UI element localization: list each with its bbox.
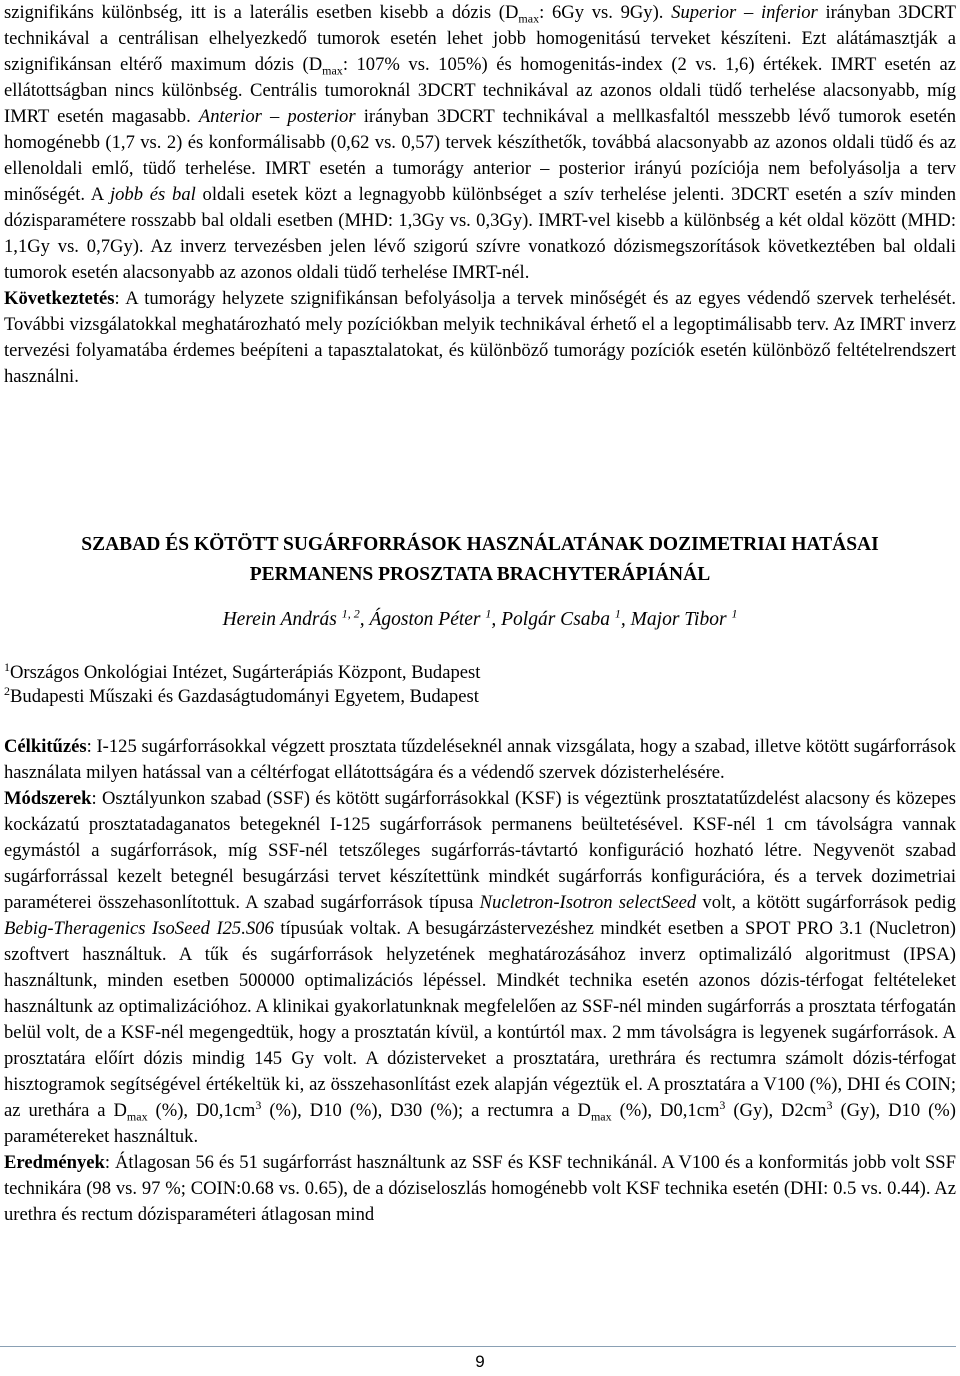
affiliation-2: $^2$Budapesti Műszaki és Gazdaságtudományi Egyetem, Budapest <box>4 683 479 707</box>
author: Major Tibor $^1$ <box>630 606 738 630</box>
affiliation-1: $^1$Országos Onkológiai Intézet, Sugárterápiás Központ, Budapest <box>4 659 481 683</box>
previous-abstract-results: szignifikáns különbség, itt is a laterális esetben kisebb a dózis ($D_{max}$: 6Gy vs. 9Gy). Superior – inferior irányban 3DCRT technikával a centrálisan elhelyezkedő tumorok esetén lehet jobb homogenitású terveket készíteni. Ezt alátámasztják a szignifikánsan eltérő maximum dózis ($D_{max}$: 107% vs. 105%) és homogenitás-index (2 vs. 1,6) értékek. IMRT esetén az ellátottságban nincs különbség. Centrális tumoroknál 3DCRT technikával az azonos oldali tüdő terhelése alacsonyabb, míg IMRT esetén magasabb. Anterior – posterior irányban 3DCRT technikával a mellkasfaltól messzebb lévő tumorok esetén homogénebb (1,7 vs. 2) és konformálisabb (0,62 vs. 0,57) tervek készíthetők, továbbá alacsonyabb az azonos oldali tüdő és az ellenoldali emlő, tüdő terhelése. IMRT esetén a tumorágy anterior – posterior irányú pozíciója nem befolyásolja a terv minőségét. A jobb és bal oldali esetek közt a legnagyobb különbséget a szív terhelése jelenti. 3DCRT esetén a szív minden dózisparamétere rosszabb bal oldali esetben (MHD: 1,3Gy vs. 0,3Gy). IMRT-vel kisebb a különbség a két oldal között (MHD: 1,1Gy vs. 0,7Gy). Az inverz tervezésben jelen lévő szigorú szívre vonatkozó dózismegszorítások következtében bal oldali tumorok esetén alacsonyabb az azonos oldali tüdő terhelése IMRT-nél. <box>4 2 956 283</box>
author-list <box>4 606 956 634</box>
article-title: SZABAD ÉS KÖTÖTT SUGÁRFORRÁSOK HASZNÁLATÁNAK DOZIMETRIAI HATÁSAI PERMANENS PROSZTATA BRACHYTERÁPIÁNÁL <box>81 534 879 585</box>
article-body <box>4 734 956 1228</box>
page-number: 9 <box>475 1352 485 1371</box>
aim-paragraph: Célkitűzés: I-125 sugárforrásokkal végzett prosztata tűzdeléseknél annak vizsgálata, hogy a szabad, illetve kötött sugárforrások használata milyen hatással van a céltérfogat ellátottságára és a védendő szervek dózisterhelésére. <box>4 736 956 783</box>
results-paragraph: Eredmények: Átlagosan 56 és 51 sugárforrást használtunk az SSF és KSF technikánál. A V100 és a konformitás jobb volt SSF technikára (98 vs. 97 %; COIN:0.68 vs. 0.65), de a dóziseloszlás homogénebb volt KSF technika esetén (DHI: 0.5 vs. 0.44). Az urethra és rectum dózisparaméteri átlagosan mind <box>4 1152 956 1225</box>
author: Herein András $^{1, 2}$, <box>222 606 370 630</box>
methods-paragraph: Módszerek: Osztályunkon szabad (SSF) és kötött sugárforrásokkal (KSF) is végeztünk prosztatatűzdelést alacsony és közepes kockázatú prosztatadaganatos betegeknél I-125 sugárforrások permanens beültetésével. KSF-nél 1 cm távolságra vannak egymástól a sugárforrások, míg SSF-nél tetszőleges sugárforrás-távtartó konfiguráció hozható létre. Negyvenöt szabad sugárforrással kezelt betegnél besugárzási tervet készítettünk mindkét sugárforrás konfigurációra, és a tervek dozimetriai paraméterei összehasonlítottuk. A szabad sugárforrások típusa Nucletron-Isotron selectSeed volt, a kötött sugárforrások pedig Bebig-Theragenics IsoSeed I25.S06 típusúak voltak. A besugárzástervezéshez mindkét esetben a SPOT PRO 3.1 (Nucletron) szoftvert használtuk. A tűk és sugárforrások helyzetének meghatározásához inverz optimalizáló algoritmust (IPSA) használtunk, minden esetben 500000 optimalizációs lépéssel. Mindkét technika esetén azonos dózis-térfogat feltételeket használtunk az optimalizációhoz. A klinikai gyakorlatunknak megfelelően az SSF-nél minden sugárforrás a prosztata térfogatán belül volt, de a KSF-nél megengedtük, hogy a prosztatán kívül, a kontúrtól max. 2 mm távolságra is legyenek sugárforrások. A prosztatára előírt dózis mindig 145 Gy volt. A dózisterveket a prosztatára, urethrára és rectumra számolt dózis-térfogat hisztogramok segítségével értékeltük ki, az összehasonlítást ezek alapján végeztük el. A prosztatára a V100 (%), DHI és COIN; az urethára a $D_{max}$ (%), $D0,1cm^3$ (%), D10 (%), D30 (%); a rectumra a $D_{max}$ (%), $D0,1cm^3$ (Gy), $D2cm^3$ (Gy), D10 (%) paramétereket használtuk. <box>4 788 956 1147</box>
author: Ágoston Péter $^1$, <box>369 606 502 630</box>
document-page <box>4 0 956 1225</box>
footer-divider <box>0 1346 956 1347</box>
author: Polgár Csaba $^1$, <box>501 606 631 630</box>
previous-abstract-conclusion: Következtetés: A tumorágy helyzete szignifikánsan befolyásolja a tervek minőségét és az egyes védendő szervek terhelését. További vizsgálatokkal meghatározható mely pozíciókban melyik technikával érhető el a legoptimálisabb terv. Az IMRT inverz tervezési folyamatába érdemes beépíteni a tapasztalatokat, és különböző tumorágy pozíciók esetén különböző feltételrendszert használni. <box>4 288 956 387</box>
